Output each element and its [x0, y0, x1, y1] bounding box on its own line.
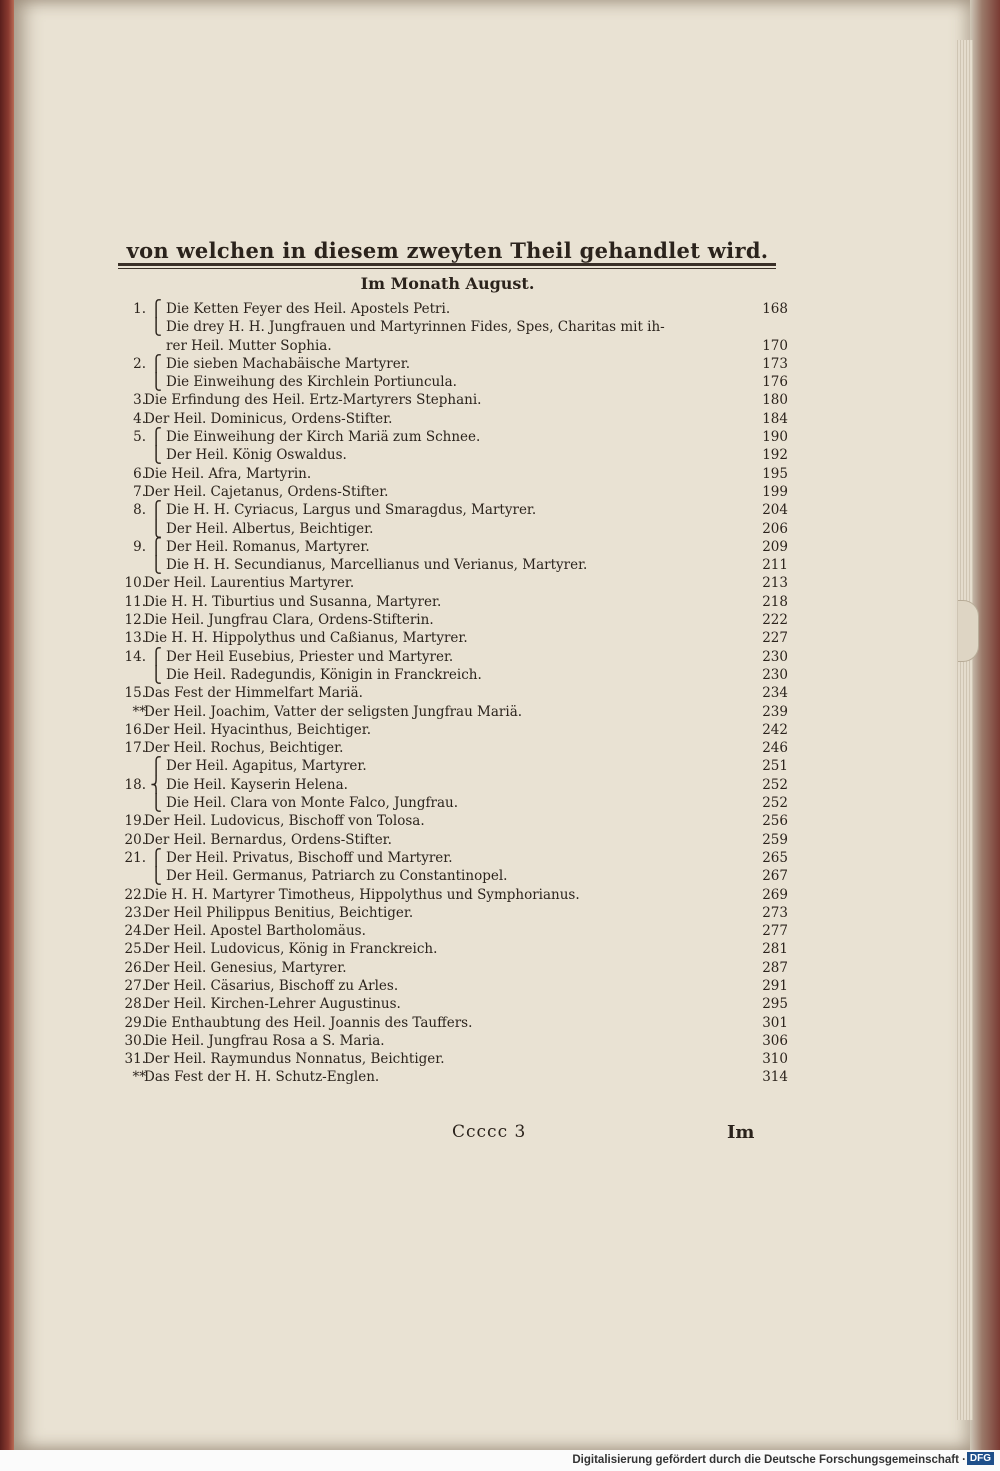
entry-number: 25. — [124, 941, 146, 958]
list-item — [110, 574, 800, 592]
entry-title: Die drey H. H. Jungfrauen und Martyrinnen Fides, Spes, Charitas mit ih- — [166, 319, 665, 336]
entry-number: 9. — [133, 538, 146, 555]
entry-page-number: 306 — [762, 1032, 788, 1049]
entry-number: 26. — [124, 959, 146, 976]
brace-glyph: ⎧ — [150, 299, 162, 318]
page-tab — [958, 600, 979, 662]
list-item — [110, 373, 800, 391]
entry-title: Das Fest der H. H. Schutz-Englen. — [144, 1069, 380, 1086]
brace-glyph: ⎩ — [150, 372, 162, 392]
entry-number: 12. — [124, 612, 146, 629]
list-item — [110, 904, 800, 922]
entry-number: 29. — [124, 1014, 146, 1031]
list-item — [110, 337, 800, 355]
list-item — [110, 520, 800, 538]
brace-glyph: ⎩ — [150, 317, 162, 337]
entry-number: 22. — [124, 886, 146, 903]
entry-title: Der Heil. Privatus, Bischoff und Martyrer. — [166, 849, 453, 866]
entry-page-number: 206 — [762, 520, 788, 537]
entry-title: Die Einweihung der Kirch Mariä zum Schnee. — [166, 429, 481, 446]
list-item — [110, 995, 800, 1013]
entry-page-number: 230 — [762, 648, 788, 665]
entry-number: 4. — [133, 410, 146, 427]
entry-title: Der Heil. Bernardus, Ordens-Stifter. — [144, 831, 392, 848]
entry-title: Der Heil. Kirchen-Lehrer Augustinus. — [144, 996, 401, 1013]
entry-number: 3. — [133, 392, 146, 409]
brace-glyph: ⎩ — [150, 866, 162, 886]
entry-title: Der Heil. Agapitus, Martyrer. — [166, 758, 367, 775]
entry-title: Die H. H. Hippolythus und Caßianus, Martyrer. — [144, 630, 468, 647]
entry-page-number: 184 — [762, 410, 788, 427]
entry-title: Der Heil Eusebius, Priester und Martyrer. — [166, 648, 454, 665]
list-item — [110, 1068, 800, 1086]
entry-page-number: 211 — [762, 557, 788, 574]
entry-title: Die sieben Machabäische Martyrer. — [166, 355, 411, 372]
entry-title: Der Heil Philippus Benitius, Beichtiger. — [144, 904, 414, 921]
entry-page-number: 199 — [762, 483, 788, 500]
entry-page-number: 239 — [762, 703, 788, 720]
list-item — [110, 648, 800, 666]
entry-page-number: 173 — [762, 355, 788, 372]
entry-page-number: 252 — [762, 776, 788, 793]
entry-title: Der Heil. Apostel Bartholomäus. — [144, 923, 366, 940]
list-item — [110, 611, 800, 629]
entry-title: Die Enthaubtung des Heil. Joannis des Tauffers. — [144, 1014, 473, 1031]
entry-title: Die Heil. Kayserin Helena. — [166, 776, 348, 793]
entry-number: 20. — [124, 831, 146, 848]
brace-glyph: ⎩ — [150, 793, 162, 813]
entry-number: 21. — [124, 849, 146, 866]
entry-title: Der Heil. Rochus, Beichtiger. — [144, 740, 344, 757]
entry-page-number: 256 — [762, 813, 788, 830]
brace-glyph: ⎧ — [150, 353, 162, 373]
list-item — [110, 666, 800, 684]
list-item — [110, 501, 800, 519]
list-item — [110, 684, 800, 702]
entry-title: Die H. H. Secundianus, Marcellianus und Verianus, Martyrer. — [166, 557, 588, 574]
entry-number: 19. — [124, 813, 146, 830]
entry-page-number: 310 — [762, 1051, 788, 1068]
list-item — [110, 721, 800, 739]
list-item — [110, 318, 800, 336]
brace-glyph: ⎩ — [150, 664, 162, 684]
list-item — [110, 446, 800, 464]
list-item — [110, 959, 800, 977]
entry-number: 27. — [124, 977, 146, 994]
entry-title: Der Heil. Ludovicus, Bischoff von Tolosa. — [144, 813, 425, 830]
entry-page-number: 273 — [762, 904, 788, 921]
entry-title: rer Heil. Mutter Sophia. — [166, 337, 332, 354]
entry-page-number: 176 — [762, 374, 788, 391]
brace-glyph: ⎧ — [150, 427, 162, 447]
entry-title: Die Heil. Jungfrau Clara, Ordens-Stifterin. — [144, 612, 434, 629]
signature-mark: Ccccc 3 — [452, 1122, 527, 1142]
entry-list — [110, 300, 800, 1087]
entry-title: Die Erfindung des Heil. Ertz-Martyrers Stephani. — [144, 392, 482, 409]
list-item — [110, 849, 800, 867]
brace-glyph: ⎧ — [150, 847, 162, 867]
entry-title: Die H. H. Martyrer Timotheus, Hippolythus und Symphorianus. — [144, 886, 580, 903]
entry-page-number: 190 — [762, 429, 788, 446]
header-rule — [118, 263, 776, 266]
brace-glyph: ⎧ — [150, 536, 162, 556]
entry-number: 16. — [124, 721, 146, 738]
entry-number: 30. — [124, 1032, 146, 1049]
header-rule-thin — [118, 268, 776, 269]
entry-number: 10. — [124, 575, 146, 592]
entry-page-number: 287 — [762, 959, 788, 976]
entry-page-number: 291 — [762, 977, 788, 994]
book-binding-left — [0, 0, 14, 1471]
brace-glyph: ⎩ — [150, 518, 162, 538]
brace-glyph: ⎧ — [150, 646, 162, 666]
entry-title: Das Fest der Himmelfart Mariä. — [144, 685, 363, 702]
entry-page-number: 246 — [762, 740, 788, 757]
entry-number: 17. — [124, 740, 146, 757]
entry-number: ** — [132, 1069, 146, 1086]
entry-page-number: 301 — [762, 1014, 788, 1031]
entry-number: 5. — [133, 429, 146, 446]
brace-glyph: ⎩ — [150, 445, 162, 465]
month-heading: Im Monath August. — [360, 274, 535, 293]
entry-title: Die Heil. Radegundis, Königin in Franckreich. — [166, 666, 482, 683]
entry-page-number: 267 — [762, 868, 788, 885]
list-item — [110, 355, 800, 373]
list-item — [110, 739, 800, 757]
entry-title: Die Ketten Feyer des Heil. Apostels Petri. — [166, 301, 451, 317]
entry-title: Die Heil. Afra, Martyrin. — [144, 465, 312, 482]
digitization-credit: Digitalisierung gefördert durch die Deutsche Forschungsgemeinschaft · — [0, 1450, 1000, 1471]
entry-title: Der Heil. Joachim, Vatter der seligsten Jungfrau Mariä. — [144, 703, 523, 720]
entry-page-number: 218 — [762, 593, 788, 610]
list-item — [110, 867, 800, 885]
list-item — [110, 1032, 800, 1050]
list-item — [110, 1050, 800, 1068]
entry-number: 2. — [133, 355, 146, 372]
list-item — [110, 922, 800, 940]
entry-title: Der Heil. Dominicus, Ordens-Stifter. — [144, 410, 393, 427]
brace-glyph: ⎨ — [150, 774, 162, 794]
entry-number: 31. — [124, 1051, 146, 1068]
page-edges — [955, 40, 973, 1420]
entry-page-number: 227 — [762, 630, 788, 647]
entry-number: 24. — [124, 923, 146, 940]
entry-page-number: 277 — [762, 923, 788, 940]
list-item — [110, 703, 800, 721]
list-item — [110, 812, 800, 830]
entry-page-number: 281 — [762, 941, 788, 958]
entry-page-number: 170 — [762, 337, 788, 354]
entry-number: 14. — [124, 648, 146, 665]
entry-page-number: 295 — [762, 996, 788, 1013]
entry-page-number: 252 — [762, 795, 788, 812]
dfg-logo: DFG — [967, 1452, 994, 1465]
entry-page-number: 251 — [762, 758, 788, 775]
entry-number: 13. — [124, 630, 146, 647]
list-item — [110, 794, 800, 812]
entry-page-number: 204 — [762, 502, 788, 519]
list-item — [110, 538, 800, 556]
list-item — [110, 483, 800, 501]
list-item — [110, 465, 800, 483]
entry-title: Der Heil. Ludovicus, König in Franckreich. — [144, 941, 438, 958]
entry-page-number: 192 — [762, 447, 788, 464]
entry-page-number: 314 — [762, 1069, 788, 1086]
page-header: von welchen in diesem zweyten Theil gehandlet wird. — [126, 238, 769, 263]
list-item — [110, 556, 800, 574]
list-item — [110, 977, 800, 995]
list-item — [110, 391, 800, 409]
entry-title: Der Heil. Romanus, Martyrer. — [166, 538, 370, 555]
entry-title: Die Einweihung des Kirchlein Portiuncula. — [166, 374, 457, 391]
entry-page-number: 222 — [762, 612, 788, 629]
list-item — [110, 757, 800, 775]
entry-title: Der Heil. Genesius, Martyrer. — [144, 959, 347, 976]
entry-page-number: 230 — [762, 666, 788, 683]
entry-page-number: 234 — [762, 685, 788, 702]
entry-number: 15. — [124, 685, 146, 702]
brace-glyph: ⎧ — [150, 756, 162, 776]
list-item — [110, 886, 800, 904]
list-item — [110, 410, 800, 428]
entry-title: Der Heil. Albertus, Beichtiger. — [166, 520, 374, 537]
entry-title: Der Heil. Cäsarius, Bischoff zu Arles. — [144, 977, 399, 994]
brace-glyph: ⎧ — [150, 500, 162, 520]
list-item — [110, 776, 800, 794]
entry-page-number: 213 — [762, 575, 788, 592]
book-binding-right — [970, 0, 1000, 1471]
list-item — [110, 300, 800, 318]
entry-title: Die H. H. Cyriacus, Largus und Smaragdus, Martyrer. — [166, 502, 537, 519]
entry-number: 1. — [133, 301, 146, 317]
list-item — [110, 831, 800, 849]
entry-number: 8. — [133, 502, 146, 519]
entry-title: Der Heil. Germanus, Patriarch zu Constantinopel. — [166, 868, 508, 885]
credit-text: Digitalisierung gefördert durch die Deutsche Forschungsgemeinschaft — [572, 1454, 959, 1466]
entry-number: 7. — [133, 483, 146, 500]
entry-number: 11. — [124, 593, 146, 610]
entry-title: Der Heil. Cajetanus, Ordens-Stifter. — [144, 483, 389, 500]
entry-title: Der Heil. Raymundus Nonnatus, Beichtiger. — [144, 1051, 445, 1068]
entry-number: 18. — [124, 776, 146, 793]
entry-page-number: 168 — [762, 301, 788, 317]
entry-title: Der Heil. Laurentius Martyrer. — [144, 575, 355, 592]
entry-title: Die H. H. Tiburtius und Susanna, Martyrer. — [144, 593, 442, 610]
list-item — [110, 428, 800, 446]
catchword: Im — [727, 1122, 755, 1143]
entry-number: 23. — [124, 904, 146, 921]
list-item — [110, 1014, 800, 1032]
entry-title: Der Heil. König Oswaldus. — [166, 447, 347, 464]
entry-number: 28. — [124, 996, 146, 1013]
entry-page-number: 209 — [762, 538, 788, 555]
entry-page-number: 195 — [762, 465, 788, 482]
entry-number: ** — [132, 703, 146, 720]
list-item — [110, 593, 800, 611]
entry-title: Die Heil. Clara von Monte Falco, Jungfrau. — [166, 795, 458, 812]
entry-page-number: 265 — [762, 849, 788, 866]
list-item — [110, 940, 800, 958]
entry-number: 6. — [133, 465, 146, 482]
entry-title: Der Heil. Hyacinthus, Beichtiger. — [144, 721, 372, 738]
entry-title: Die Heil. Jungfrau Rosa a S. Maria. — [144, 1032, 385, 1049]
list-item — [110, 629, 800, 647]
entry-page-number: 259 — [762, 831, 788, 848]
entry-page-number: 242 — [762, 721, 788, 738]
entry-page-number: 269 — [762, 886, 788, 903]
entry-page-number: 180 — [762, 392, 788, 409]
brace-glyph: ⎩ — [150, 555, 162, 575]
